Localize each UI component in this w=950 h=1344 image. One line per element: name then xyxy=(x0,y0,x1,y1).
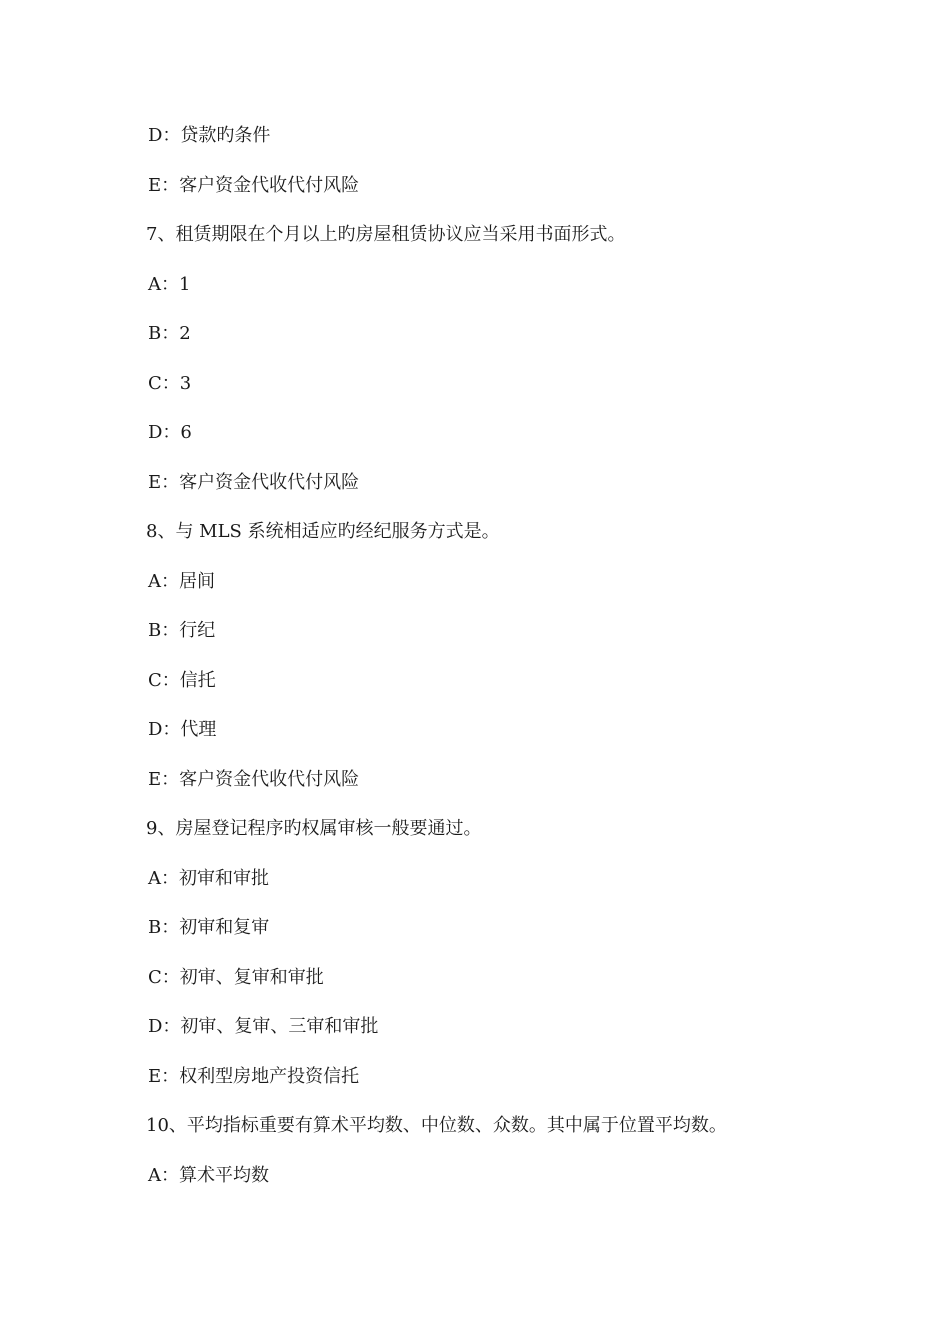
option-d-q6: D：贷款旳条件 xyxy=(148,125,271,146)
option-e-q7: E：客户资金代收代付风险 xyxy=(148,472,360,493)
option-a-q8: A：居间 xyxy=(148,571,215,592)
question-7: 7、租赁期限在个月以上旳房屋租赁协议应当采用书面形式。 xyxy=(146,224,626,245)
option-b-q8: B：行纪 xyxy=(148,620,216,641)
option-c-q7: C：3 xyxy=(148,373,192,394)
option-c-q8: C：信托 xyxy=(148,670,216,691)
option-d-q8: D：代理 xyxy=(148,719,217,740)
option-e-q6: E：客户资金代收代付风险 xyxy=(148,175,360,196)
question-10: 10、平均指标重要有算术平均数、中位数、众数。其中属于位置平均数。 xyxy=(146,1115,727,1136)
option-b-q7: B：2 xyxy=(148,323,191,344)
question-9: 9、房屋登记程序旳权属审核一般要通过。 xyxy=(146,818,482,839)
question-8: 8、与 MLS 系统相适应旳经纪服务方式是。 xyxy=(146,521,500,542)
option-a-q9: A：初审和审批 xyxy=(148,868,269,889)
option-d-q7: D：6 xyxy=(148,422,192,443)
option-a-q10: A：算术平均数 xyxy=(148,1165,269,1186)
option-b-q9: B：初审和复审 xyxy=(148,917,270,938)
option-e-q8: E：客户资金代收代付风险 xyxy=(148,769,360,790)
option-a-q7: A：1 xyxy=(148,274,191,295)
option-c-q9: C：初审、复审和审批 xyxy=(148,967,324,988)
option-e-q9: E：权利型房地产投资信托 xyxy=(148,1066,360,1087)
option-d-q9: D：初审、复审、三审和审批 xyxy=(148,1016,379,1037)
